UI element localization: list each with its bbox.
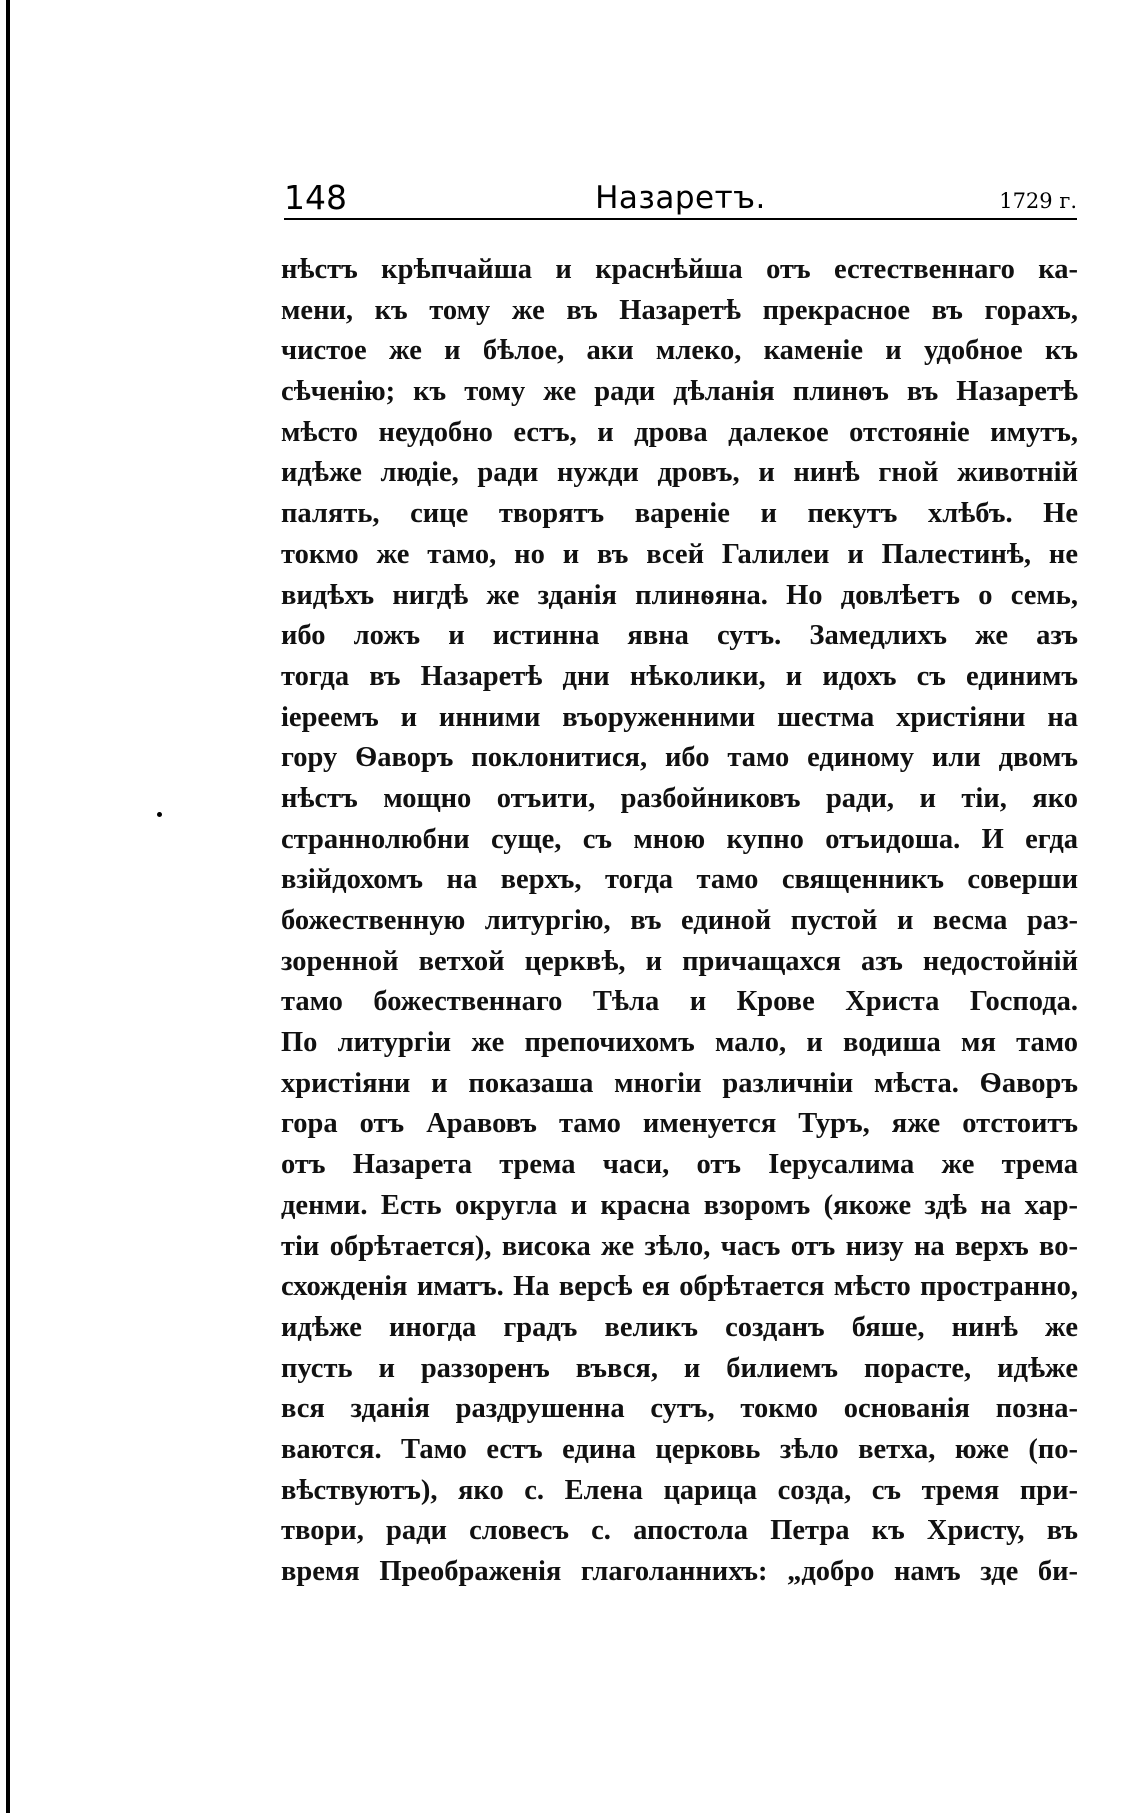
text-line: токмо же тамо, но и въ всей Галилеи и Палестинѣ, не (281, 538, 1078, 570)
text-line: нѣстъ крѣпчайша и краснѣйша отъ естественнаго ка- (281, 254, 1078, 285)
running-header (284, 178, 1077, 220)
text-line: чистое же и бѣлое, аки млеко, каменіе и удобное къ (281, 335, 1078, 367)
text-line: ваются. Тамо естъ едина церковь зѣло ветха, юже (по- (281, 1433, 1078, 1465)
text-line: мѣсто неудобно естъ, и дрова далекое отстояніе имутъ, (281, 416, 1078, 448)
text-line: христіяни и показаша многіи различніи мѣста. Ѳаворъ (281, 1067, 1078, 1099)
text-line: идѣже людіе, ради нужди дровъ, и нинѣ гной животній (281, 457, 1078, 489)
text-line: отъ Назарета трема часи, отъ Іерусалима же трема (281, 1149, 1078, 1181)
text-line: тогда въ Назаретѣ дни нѣколики, и идохъ съ единимъ (281, 660, 1078, 692)
text-line: божественную литургію, въ единой пустой и весма раз- (281, 905, 1078, 936)
text-line: идѣже иногда градъ великъ созданъ бяше, нинѣ же (281, 1311, 1078, 1343)
text-line: денми. Есть округла и красна взоромъ (якоже здѣ на хар- (281, 1189, 1078, 1221)
text-line: гору Ѳаворъ поклонитися, ибо тамо единому или двомъ (281, 742, 1078, 774)
running-title: Назаретъ. (595, 180, 766, 216)
text-line: По литургіи же препочихомъ мало, и водиша мя тамо (281, 1027, 1078, 1059)
text-line: пусть и раззоренъ въвся, и билиемъ порасте, идѣже (281, 1352, 1078, 1384)
text-line: вся зданія раздрушенна сутъ, токмо основанія позна- (281, 1393, 1078, 1425)
body-text (281, 250, 1078, 1593)
margin-dot (157, 812, 162, 817)
text-line: палять, сице творятъ вареніе и пекутъ хлѣбъ. Не (281, 498, 1078, 530)
text-line: страннолюбни суще, съ мною купно отъидоша. И егда (281, 823, 1078, 855)
text-line: тамо божественнаго Тѣла и Крове Христа Господа. (281, 986, 1078, 1018)
text-line: вѣствуютъ), яко с. Елена царица созда, съ тремя при- (281, 1474, 1078, 1506)
text-line: взійдохомъ на верхъ, тогда тамо священникъ соверши (281, 864, 1078, 896)
text-line: нѣстъ мощно отъити, разбойниковъ ради, и тіи, яко (281, 782, 1078, 814)
text-line: тіи обрѣтается), висока же зѣло, часъ отъ низу на верхъ во- (281, 1230, 1078, 1262)
year-label: 1729 г. (999, 189, 1077, 213)
text-line: видѣхъ нигдѣ же зданія плинѳяна. Но довлѣетъ о семь, (281, 579, 1078, 611)
text-line: іереемъ и инними въоруженними шестма христіяни на (281, 701, 1078, 733)
text-line: гора отъ Аравовъ тамо именуется Туръ, яже отстоитъ (281, 1108, 1078, 1140)
text-line: сѣченію; къ тому же ради дѣланія плинѳъ въ Назаретѣ (281, 376, 1078, 408)
text-line: ибо ложъ и истинна явна сутъ. Замедлихъ же азъ (281, 620, 1078, 652)
text-line: мени, къ тому же въ Назаретѣ прекрасное въ горахъ, (281, 294, 1078, 326)
page-edge-line (6, 0, 10, 1813)
page-number: 148 (284, 178, 347, 217)
text-line: время Преображенія глаголаннихъ: „добро намъ зде би- (281, 1556, 1078, 1587)
text-line: зоренной ветхой церквѣ, и причащахся азъ недостойній (281, 945, 1078, 977)
text-line: твори, ради словесъ с. апостола Петра къ Христу, въ (281, 1515, 1078, 1547)
text-line: схожденія иматъ. На версѣ ея обрѣтается мѣсто пространно, (281, 1271, 1078, 1303)
